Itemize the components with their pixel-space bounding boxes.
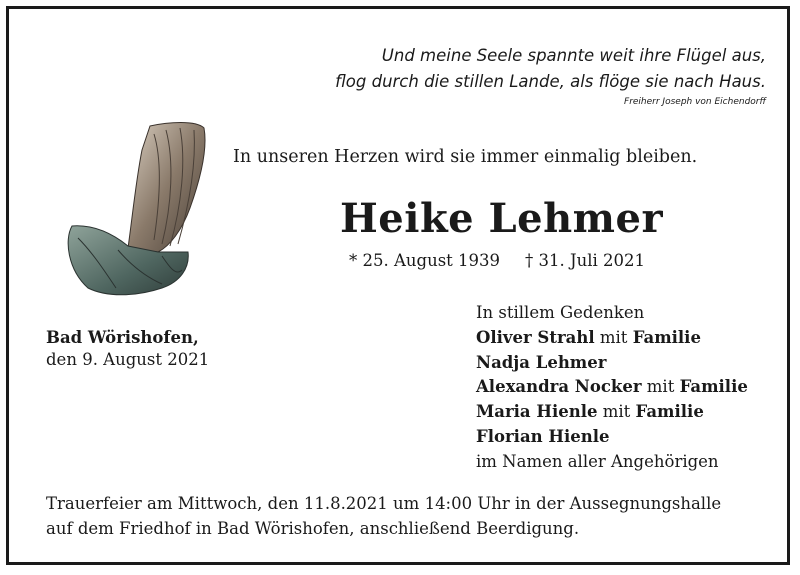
funeral-info	[46, 491, 721, 541]
mourner-line	[476, 425, 748, 450]
mourner-suffix: Familie	[679, 377, 748, 397]
motto: In unseren Herzen wird sie immer einmalig bleiben.	[233, 147, 698, 167]
mourner-name: Nadja Lehmer	[476, 352, 607, 372]
mourner-connector: mit	[646, 377, 675, 397]
mourners-closing: im Namen aller Angehörigen	[476, 451, 719, 471]
poem-line-2: flog durch die stillen Lande, als flöge sie nach Haus.	[335, 72, 766, 91]
mourner-connector: mit	[599, 327, 628, 347]
mourners-block	[476, 301, 748, 475]
funeral-line-1: Trauerfeier am Mittwoch, den 11.8.2021 um 14:00 Uhr in der Aussegnungshalle	[46, 494, 722, 513]
mourner-name: Alexandra Nocker	[476, 377, 642, 397]
mourner-name: Florian Hienle	[476, 426, 610, 446]
poem-author: Freiherr Joseph von Eichendorff	[624, 97, 766, 107]
mourner-line	[476, 351, 748, 376]
mourner-name: Oliver Strahl	[476, 327, 595, 347]
mourner-line	[476, 375, 748, 400]
deceased-name: Heike Lehmer	[340, 195, 664, 242]
place-city: Bad Wörishofen,	[46, 328, 199, 347]
place-date: den 9. August 2021	[46, 350, 210, 369]
mourner-suffix: Familie	[635, 402, 704, 422]
mourner-connector: mit	[602, 402, 631, 422]
mourner-suffix: Familie	[632, 327, 701, 347]
praying-hands-icon	[58, 120, 208, 298]
mourner-name: Maria Hienle	[476, 402, 598, 422]
poem-line-1: Und meine Seele spannte weit ihre Flügel aus,	[381, 46, 766, 65]
birth-date: * 25. August 1939	[349, 251, 501, 270]
funeral-line-2: auf dem Friedhof in Bad Wörishofen, anschließend Beerdigung.	[46, 519, 580, 538]
mourner-line	[476, 326, 748, 351]
mourners-intro: In stillem Gedenken	[476, 303, 645, 322]
death-date: † 31. Juli 2021	[525, 251, 646, 270]
mourner-line	[476, 400, 748, 425]
